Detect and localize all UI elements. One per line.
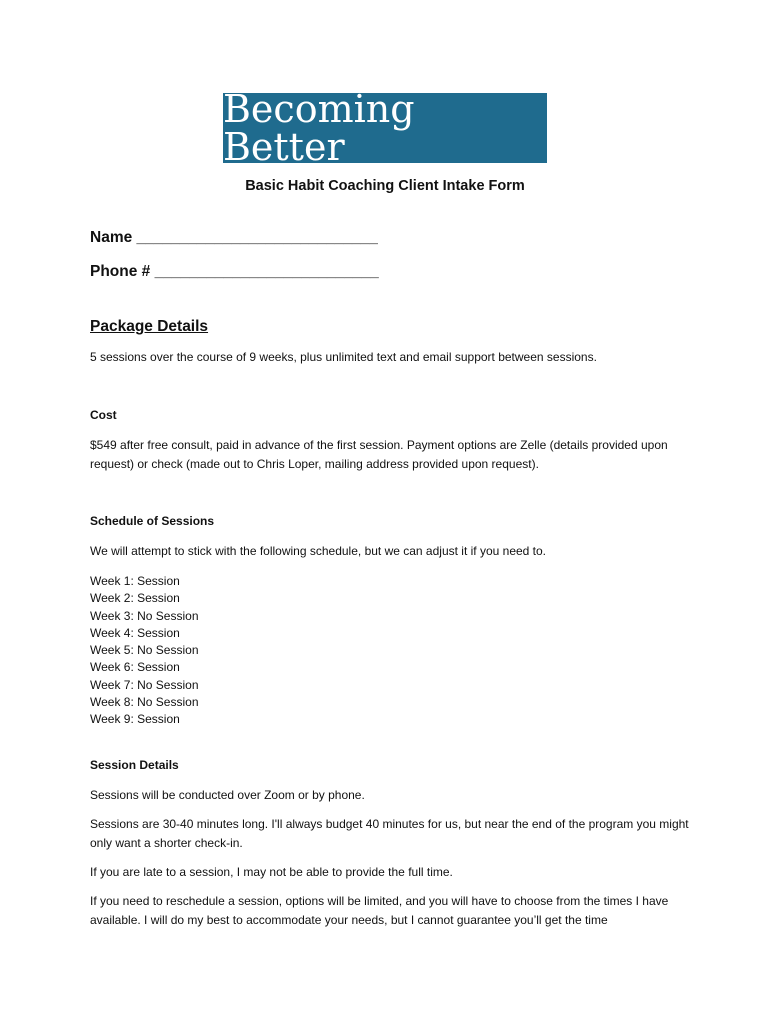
package-details-heading: Package Details: [90, 318, 209, 335]
week-item: Week 4: Session: [90, 625, 180, 640]
schedule-heading: Schedule of Sessions: [90, 514, 215, 528]
logo-text: Becoming Better: [223, 87, 415, 169]
cost-heading: Cost: [90, 408, 117, 422]
week-item: Week 3: No Session: [90, 608, 199, 623]
form-title: Basic Habit Coaching Client Intake Form: [245, 178, 525, 194]
week-item: Week 9: Session: [90, 712, 180, 727]
package-details-text: 5 sessions over the course of 9 weeks, plus unlimited text and email support between sessions.: [90, 350, 597, 364]
session-details-paragraph: Sessions are 30-40 minutes long. I'll always budget 40 minutes for us, but near the end of the program you might only want a shorter check-in.: [90, 817, 689, 850]
session-details-paragraph: If you are late to a session, I may not be able to provide the full time.: [90, 865, 453, 879]
week-schedule-list: [90, 573, 199, 729]
week-item: Week 6: Session: [90, 660, 180, 675]
week-item: Week 8: No Session: [90, 695, 199, 710]
name-field[interactable]: Name ____________________________: [90, 229, 378, 246]
phone-field[interactable]: Phone # __________________________: [90, 263, 379, 280]
schedule-intro: We will attempt to stick with the following schedule, but we can adjust it if you need to.: [90, 544, 547, 558]
week-item: Week 2: Session: [90, 591, 180, 606]
week-item: Week 5: No Session: [90, 643, 199, 658]
cost-text: $549 after free consult, paid in advance of the first session. Payment options are Zelle (details provided upon request) or check (made out to Chris Loper, mailing address provided upon request).: [90, 438, 668, 471]
session-details-paragraph: If you need to reschedule a session, options will be limited, and you will have to choose from the times I have available. I will do my best to accommodate your needs, but I cannot guarantee you’ll get the time: [90, 894, 669, 927]
becoming-better-logo: [223, 87, 547, 169]
week-item: Week 1: Session: [90, 574, 180, 588]
session-details-paragraph: Sessions will be conducted over Zoom or by phone.: [90, 788, 365, 802]
session-details-heading: Session Details: [90, 758, 179, 772]
week-item: Week 7: No Session: [90, 677, 199, 692]
